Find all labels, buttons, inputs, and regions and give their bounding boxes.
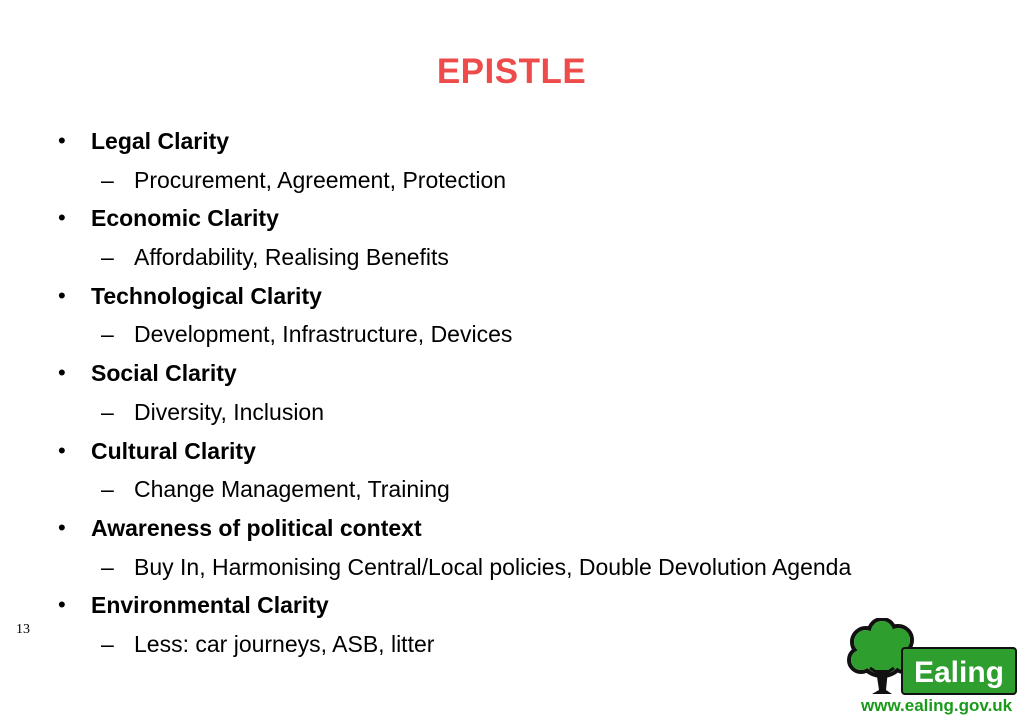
bullet-marker: •	[58, 514, 66, 540]
sub-bullet-text: Development, Infrastructure, Devices	[134, 321, 513, 348]
bullet-text: Technological Clarity	[91, 282, 322, 309]
bullet-marker: •	[58, 360, 66, 386]
bullet-marker: •	[58, 205, 66, 231]
bullet-marker: •	[58, 592, 66, 618]
bullet-item	[58, 354, 998, 393]
bullet-text: Social Clarity	[91, 360, 237, 387]
ealing-logo	[846, 618, 1018, 700]
dash-marker: –	[101, 166, 114, 193]
sub-bullet-text: Affordability, Realising Benefits	[134, 244, 449, 271]
bullet-item	[58, 122, 998, 161]
page-number: 13	[16, 622, 30, 637]
website-link[interactable]: www.ealing.gov.uk	[861, 696, 1013, 715]
sub-bullet-text: Diversity, Inclusion	[134, 398, 325, 425]
sub-bullet-item	[58, 315, 998, 354]
dash-marker: –	[101, 321, 114, 348]
bullet-item	[58, 432, 998, 471]
sub-bullet-item	[58, 393, 998, 432]
bullet-text: Environmental Clarity	[91, 592, 329, 619]
bullet-text: Legal Clarity	[91, 128, 230, 154]
sub-bullet-item	[58, 161, 998, 200]
bullet-text: Cultural Clarity	[91, 437, 256, 464]
logo-text: Ealing	[913, 656, 1005, 689]
bullet-marker: •	[58, 128, 66, 153]
sub-bullet-text: Change Management, Training	[134, 476, 450, 503]
dash-marker: –	[101, 630, 114, 657]
bullet-marker: •	[58, 437, 66, 463]
sub-bullet-item	[58, 238, 998, 277]
bullet-text: Awareness of political context	[91, 514, 422, 541]
dash-marker: –	[101, 244, 114, 271]
dash-marker: –	[101, 476, 114, 503]
sub-bullet-text: Procurement, Agreement, Protection	[134, 166, 507, 193]
sub-bullet-text: Less: car journeys, ASB, litter	[134, 630, 435, 657]
sub-bullet-item	[58, 548, 998, 587]
bullet-list	[58, 122, 998, 664]
sub-bullet-text: Buy In, Harmonising Central/Local policies, Double Devolution Agenda	[134, 553, 852, 580]
dash-marker: –	[101, 553, 114, 580]
bullet-item	[58, 277, 998, 316]
sub-bullet-item	[58, 470, 998, 509]
bullet-item	[58, 199, 998, 238]
dash-marker: –	[101, 398, 114, 425]
bullet-item	[58, 509, 998, 548]
slide-title: EPISTLE	[436, 52, 587, 91]
bullet-text: Economic Clarity	[91, 205, 279, 232]
bullet-marker: •	[58, 282, 66, 308]
